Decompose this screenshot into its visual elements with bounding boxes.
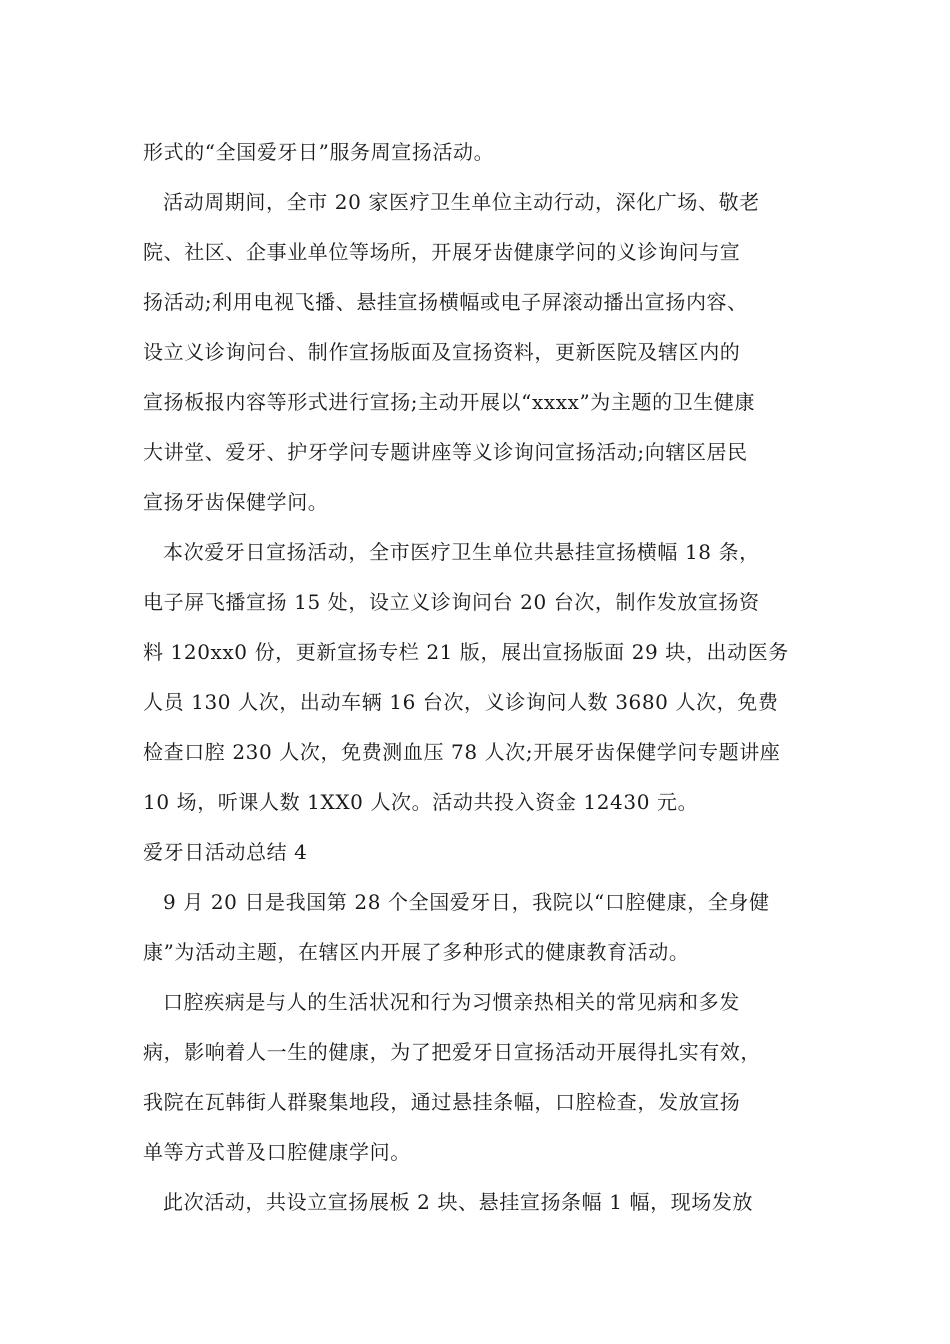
text-line: 院、社区、企事业单位等场所，开展牙齿健康学问的义诊询问与宣 xyxy=(143,240,741,264)
text-line: 康”为活动主题，在辖区内开展了多种形式的健康教育活动。 xyxy=(143,940,690,964)
text-line: 9 月 20 日是我国第 28 个全国爱牙日，我院以“口腔健康，全身健 xyxy=(163,890,770,914)
text-line: 检查口腔 230 人次，免费测血压 78 人次;开展牙齿保健学问专题讲座 xyxy=(143,740,781,764)
text-line: 电子屏飞播宣扬 15 处，设立义诊询问台 20 台次，制作发放宣扬资 xyxy=(143,590,760,614)
text-line: 宣扬牙齿保健学问。 xyxy=(143,490,329,514)
text-line: 我院在瓦韩街人群聚集地段，通过悬挂条幅，口腔检查，发放宣扬 xyxy=(143,1090,741,1114)
text-line: 设立义诊询问台、制作宣扬版面及宣扬资料，更新医院及辖区内的 xyxy=(143,340,741,364)
text-line: 人员 130 人次，出动车辆 16 台次，义诊询问人数 3680 人次，免费 xyxy=(143,690,779,714)
text-line: 大讲堂、爱牙、护牙学问专题讲座等义诊询问宣扬活动;向辖区居民 xyxy=(143,440,748,464)
paragraph-continuation xyxy=(143,127,815,177)
section-heading: 爱牙日活动总结 4 xyxy=(143,840,308,864)
paragraph-this-activity xyxy=(143,1177,815,1227)
text-line: 10 场，听课人数 1XX0 人次。活动共投入资金 12430 元。 xyxy=(143,790,699,814)
paragraph-statistics xyxy=(143,527,815,827)
text-line: 活动周期间，全市 20 家医疗卫生单位主动行动，深化广场、敬老 xyxy=(163,190,760,214)
text-line: 宣扬板报内容等形式进行宣扬;主动开展以“xxxx”为主题的卫生健康 xyxy=(143,390,756,414)
text-line: 料 120xx0 份，更新宣扬专栏 21 版，展出宣扬版面 29 块，出动医务 xyxy=(143,640,789,664)
text-line: 扬活动;利用电视飞播、悬挂宣扬横幅或电子屏滚动播出宣扬内容、 xyxy=(143,290,748,314)
text-line: 口腔疾病是与人的生活状况和行为习惯亲热相关的常见病和多发 xyxy=(163,990,740,1014)
text-line: 本次爱牙日宣扬活动，全市医疗卫生单位共悬挂宣扬横幅 18 条， xyxy=(163,540,760,564)
text-line: 单等方式普及口腔健康学问。 xyxy=(143,1140,411,1164)
paragraph-oral-disease xyxy=(143,977,815,1177)
paragraph-activity-week xyxy=(143,177,815,527)
text-line: 病，影响着人一生的健康，为了把爱牙日宣扬活动开展得扎实有效， xyxy=(143,1040,761,1064)
text-line: 此次活动，共设立宣扬展板 2 块、悬挂宣扬条幅 1 幅，现场发放 xyxy=(163,1190,754,1214)
document-body xyxy=(143,127,815,1227)
paragraph-national-day xyxy=(143,877,815,977)
text-line: 形式的“全国爱牙日”服务周宣扬活动。 xyxy=(143,140,495,164)
